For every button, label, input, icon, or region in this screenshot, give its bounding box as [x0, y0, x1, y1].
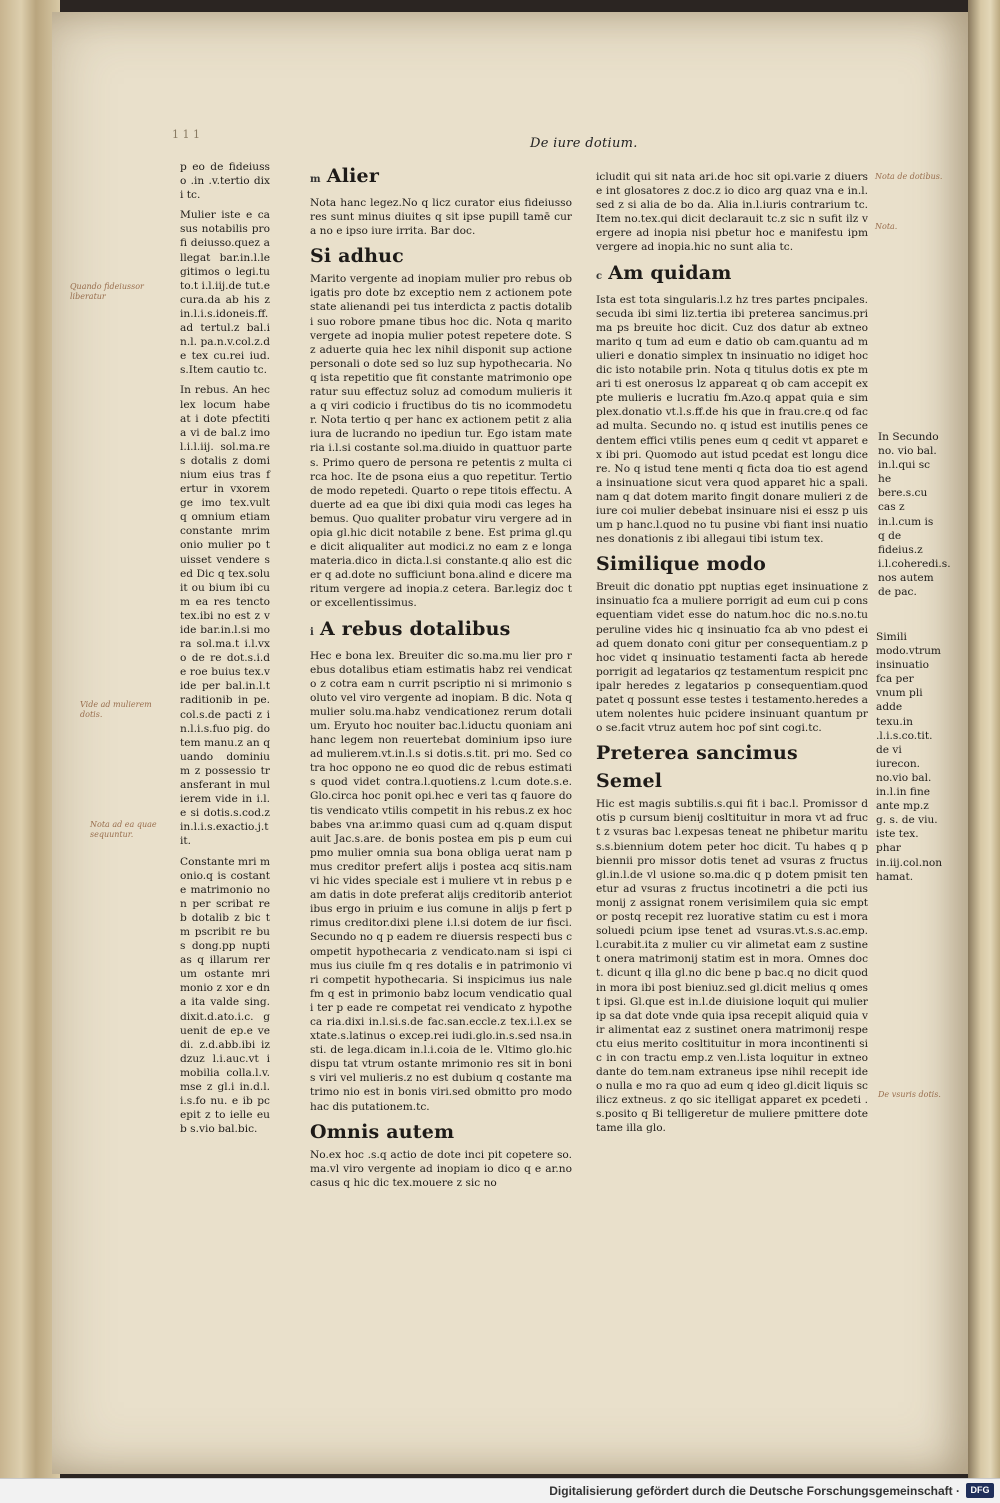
gloss-column-left [180, 160, 270, 1180]
marginal-note: Nota de dotibus. [875, 172, 943, 181]
section-heading-text: Am quidam [608, 261, 732, 284]
section-letter: m [310, 174, 321, 185]
commentary-paragraph: Breuit dic donatio ppt nuptias eget insinuatione z insinuatio fca a muliere porrigit ad eum cui p consequentiam videt esse do natum.hoc dic no.s.no.tu peruline vides hic q insinuatio fca ab vno pdest ei ad quem donato coni gitur per consequentiam.z p hoc videt q insinuatio testamenti facta ab herede porrigit ad legatarios qz testamentum respicit pncipalr heredes z legatarios p consequentiam.quod patet q possunt esse testes i testamento.heredes autem nolentes huic pcidere insinuant quantum pro se.facit vtruz autem hoc pof sint cogi.tc. [596, 581, 868, 735]
section-heading [596, 261, 868, 289]
gloss-paragraph: p eo de fideiusso .in .v.tertio dixi tc. [180, 161, 270, 202]
commentary-paragraph: Marito vergente ad inopiam mulier pro rebus ob igatis pro dote bz exceptio nem z actionem potestate alienandi pei tus interdicta z pactis dotalib i suo robore pmane tibus hoc dic. Nota q marito vergete ad inopia mulier potest repetere dote. Sz aduerte quia hec lex nihil disponit sup actione personali o dote sed so luz sup hypothecaria. No q ista repetitio que fit constante matrimonio operatur suu effectuz soluz ad comodum mulieris ita q viri codicio i fructibus do tis no icommodetur. Nota tertio q per hanc ex actionem petit z alia iura de lucrando no ipediun tur. Ego istam materia i.l.si costante sol.ma.diuido in quattuor partes. Primo quero de persona re petentis z multa circa hoc. Ite de psona eius a quo repetitur. Tertio de modo repetedi. Quarto o repe titois effectu. Aduerte ad ea que ibi dixi quia modi cas leges habemus. Quo qualiter probatur viru vergere ad inopia gl.hic dicit notabile z bene. Est prima gl.que dicit aliqualiter aut modici.z no eam z e longa materia.dico in dicta.l.si constante.q alio est dicer q ad.dote no sufficiunt bona.alind e dicere maritum vergere ad inopia.z cetera. Bar.legiz doc tor excellentissimus. [310, 273, 572, 610]
marginal-note: De vsuris dotis. [878, 1090, 941, 1099]
section-heading [310, 164, 572, 192]
section-heading [310, 617, 572, 645]
section-heading-text: Semel [596, 770, 663, 793]
running-title: De iure dotium. [530, 136, 638, 151]
section-heading [310, 1120, 572, 1144]
marginal-note: Nota ad ea quae sequuntur. [90, 820, 157, 839]
marginal-note: Quando fideiussor liberatur [70, 282, 144, 301]
page-stack-right [968, 0, 1000, 1478]
section-heading [596, 741, 868, 765]
section-heading [596, 552, 868, 576]
funding-credit: Digitalisierung gefördert durch die Deutsche Forschungsgemeinschaft · [549, 1484, 960, 1498]
dfg-logo: DFG [966, 1483, 994, 1498]
side-note-lower: Simili modo.vtrum insinuatio fca per vnum pli adde texu.in .l.i.s.co.tit. de vi iurecon. no.vio bal. in.l.in fine ante mp.z g. s. de viu. iste tex. phar in.iij.col.non hamat. [876, 631, 943, 883]
section-heading-text: A rebus dotalibus [320, 617, 511, 640]
section-heading-text: Preterea sancimus [596, 742, 798, 765]
section-heading-text: Si adhuc [310, 245, 404, 268]
commentary-paragraph: Hec e bona lex. Breuiter dic so.ma.mu lier pro rebus dotalibus etiam estimatis habz rei vendicato z cotra eam n currit pscriptio ni si mrimonio soluto vel viro vergente ad inopiam. B dic. Nota q mulier solu.ma.habz vendicationez rerum dotalium. Eryuto hoc nouiter bac.l.iductu quoniam ani hanc legem non reuertebat dominium ipso iure ad mulierem.vt.in.l.s si dotis.s.tit. pri mo. Sed cotra hoc oppono ne eo quod dic de rebus estimatis quod videt contra.l.quotiens.z l.cum dote.s.e. Glo.circa hoc ponit opi.hec e veri tas q fauore dotis vendicato vtilis competit in his rebus.z ex hoc babes vna ar.immo quasi cum ad q.quam disputauit Jac.s.are. de bonis postea em pis p eum cui pmo mulier omnia sua bona obliga uerat nam pmus creditor prefert alijs i postea acq sitis.nam vi hic vides speciale est i muliere vt in rebus p eam datis in dote preferat alijs creditorib anteriotibus ergo in priuim e ius comune in alijs p fert primus creditor.dixi plene i.l.si dotem de iur fisci. Secundo no q p eadem re diuersis respecti bus competit hypothecaria z vendicato.nam si ispi cimus ius ciuile fm q res dotalis e in patrimonio viri competit hypothecaria. Si inspicimus ius nale fm q est in primonio babz locum vendicatio quali ter p eade re competat rei vendicato z hypotheca ria.dixi in.l.si.s.de fac.san.eccle.z tex.i.l.ex sextate.s.latinus o excep.rei iudi.glo.in.s.sed nsa.insti. de lega.dicam in.l.i.coia de le. Vltimo glo.hic dispu tat vtrum ostante mrimonio res sit in bonis viri vel mulieris.z no est dubium q costante matrimo nio est in bonis viri.sed obmitto pro modo hac dis putationem.tc. [310, 649, 572, 1113]
section-heading-text: Omnis autem [310, 1120, 455, 1143]
gloss-paragraph: In rebus. An hec lex locum habe at i dote pfectitia vi de bal.z imol.i.l.iij. sol.ma.res dotalis z dominium eius tras fertur in vxorem ge imo tex.vult q omnium etiam constante mrimonio mulier po tuisset vendere sed Dic q tex.soluit ou bium ibi cum ea res tencto tex.ibi no est z vide bar.in.l.si mo ra sol.ma.t i.l.vxo de re dot.s.i.de roe buius tex.vide per bal.in.l.traditionib in pe.col.s.de pacti z in.l.i.s.fuo pig. dotem manu.z an quando dominium z possessio transferant in mulierem vide in i.l.e si dotis.s.cod.z in.l.i.s.exactio.j.tit. [180, 384, 270, 848]
commentary-paragraph: Hic est magis subtilis.s.qui fit i bac.l. Promissor dotis p cursum bienij cosltituitur in mora vt ad fruct z vsuras bac l.expesas teneat ne phibetur maritus.s.biennium dotem peter hoc dicit. Tu habes q p biennii pro missor dotis tenet ad vsuras z fructus gl.in.l.de vl usione so.ma.dic q p dotem pmisit tenetur ad vsuras z fructus incotinetri a die pcti ius monij z assignat ronem verisimilem quia sic emptor postq recepit rez luorative statim cu est i mora soluedi pcium ipse tenet ad vsuras.vt.s.s.ac.emp. l.curabit.ita z mulier cu vir alimetat eam z sustinet onera matrimonij statim est in mora. Omnes doct. dicunt q illa gl.no dic bene p bac.q no dicit quod in mora ibi post bieniuz.sed gl.dicit melius q omest ipsi. Gl.que est in.l.de diuisione loquit qui mulier ip sa dat dote vnde quia ipsa recepit aliquid quia vir alimentat eaz z sustinet onera matrimonij respectu eius merito cosltituitur in mora incontinenti sic in con tractu emp.z ven.l.ista loquitur in extneo dante do tem.nam extraneus ipse nihil recepit ideo nulla e mo ra quo ad eum q ideo gl.dicit liquis scilicz extneus. z qo sic itelligat apparet ex pcedeti .s.posito q Bi telligeretur de muliere pmittere dote tame illa glo. [596, 798, 868, 1135]
marginal-note: Nota. [875, 222, 898, 231]
section-letter: c [596, 270, 603, 282]
section-heading-text: Alier [326, 165, 380, 187]
commentary-column-right [596, 170, 868, 1240]
footer-bar [0, 1478, 1000, 1503]
marginal-note: Vide ad mulierem dotis. [80, 700, 152, 719]
section-letter: i [310, 626, 314, 638]
gloss-paragraph: Mulier iste e ca sus notabilis pro fi deiusso.quez allegat bar.in.l.legitimos o legi.tuto.t i.l.iij.de tut.e cura.da ab his z in.l.i.s.idoneis.ff. ad tertul.z bal.in.l. pa.n.v.col.z.de tex cu.rei iud.s.Item cautio tc. [180, 209, 270, 377]
side-note-upper: In Secundo no. vio bal. in.l.qui sc he bere.s.cu cas z in.l.cum is q de fideius.z i.l.coheredi.s. nos autem de pac. [878, 431, 951, 599]
section-heading [310, 244, 572, 268]
section-heading [596, 769, 868, 793]
page-mark: 1 1 1 [172, 128, 200, 141]
commentary-paragraph: Nota hanc legez.No q licz curator eius fideiusso res sunt minus diuites q sit ipse pupill tamē cura no e ipso iure irrita. Bar doc. [310, 197, 572, 238]
gloss-paragraph: Constante mri monio.q is costante matrimonio non per scribat reb dotalib z bic tm pscribit re bus dong.pp nupti as q illarum rerum ostante mrimonio z xor e dna ita valde sing.dixit.d.ato.i.c. guenit de ep.e vedi. z.d.abb.ibi iz dzuz l.i.auc.vt imobilia colla.l.v.mse z gl.i in.d.l.i.s.fo nu. e ib pcepit z to ielle eu b s.vio bal.bic. [180, 855, 270, 1136]
section-heading-text: Similique modo [596, 553, 767, 576]
page-stack-left [0, 0, 60, 1478]
commentary-paragraph: icludit qui sit nata ari.de hoc sit opi.varie z diuerse int glosatores z doc.z io dico arg quaz vna e in.l. sed z si alia de bo da. Alia in.l.iuris contrarium tc. Item no.tex.qui dicit declarauit tc.z sic n sufit ilz vergere ad inopia nisi pbetur hoc e manifestu ipm vergere ad inopia.hic no sunt alia tc. [596, 171, 868, 254]
commentary-paragraph: No.ex hoc .s.q actio de dote inci pit copetere so.ma.vl viro vergente ad inopiam io dico q e ar.no casus q hic dic tex.mouere z sic no [310, 1148, 572, 1189]
commentary-column-middle [310, 160, 572, 1230]
commentary-paragraph: Ista est tota singularis.l.z hz tres partes pncipales.secuda ibi simi liz.tertia ibi preterea sancimus.prima ps breuite hoc dicit. Cuz dos datur ab extneo marito q tum ad eum e datio ob cam.quantu ad mulieri e donatio simplex tn insinuatio no idiget hoc dic isto notabile prin. Nota q titulus dotis ex pte mari ti est onerosus lz appareat q ob cam accepit ex pte mulieris e lucratiu fm.Azo.q appat quia e sim plex.donatio vt.l.s.ff.de his que in frau.cre.q od fac ad multa. Secundo no. q istud est inutilis penes cedentem effici vtilis penes eum q cedit vt apparet ex ibi pri. Quomodo aut istud pcedat est longu dicere. No q istud tene menti q ficta doa tio est agenda insinuatione sicut vera quod apparet hic a spali.nam q dat dotem marito fingit donare mulieri z de iure coi mulier debebat insinuare nisi ei essz p uisum p hanc.l.quod no tu pusine vbi fiant insi nuationes donationis z ibi allegaui tibi istum tex. [596, 293, 868, 546]
